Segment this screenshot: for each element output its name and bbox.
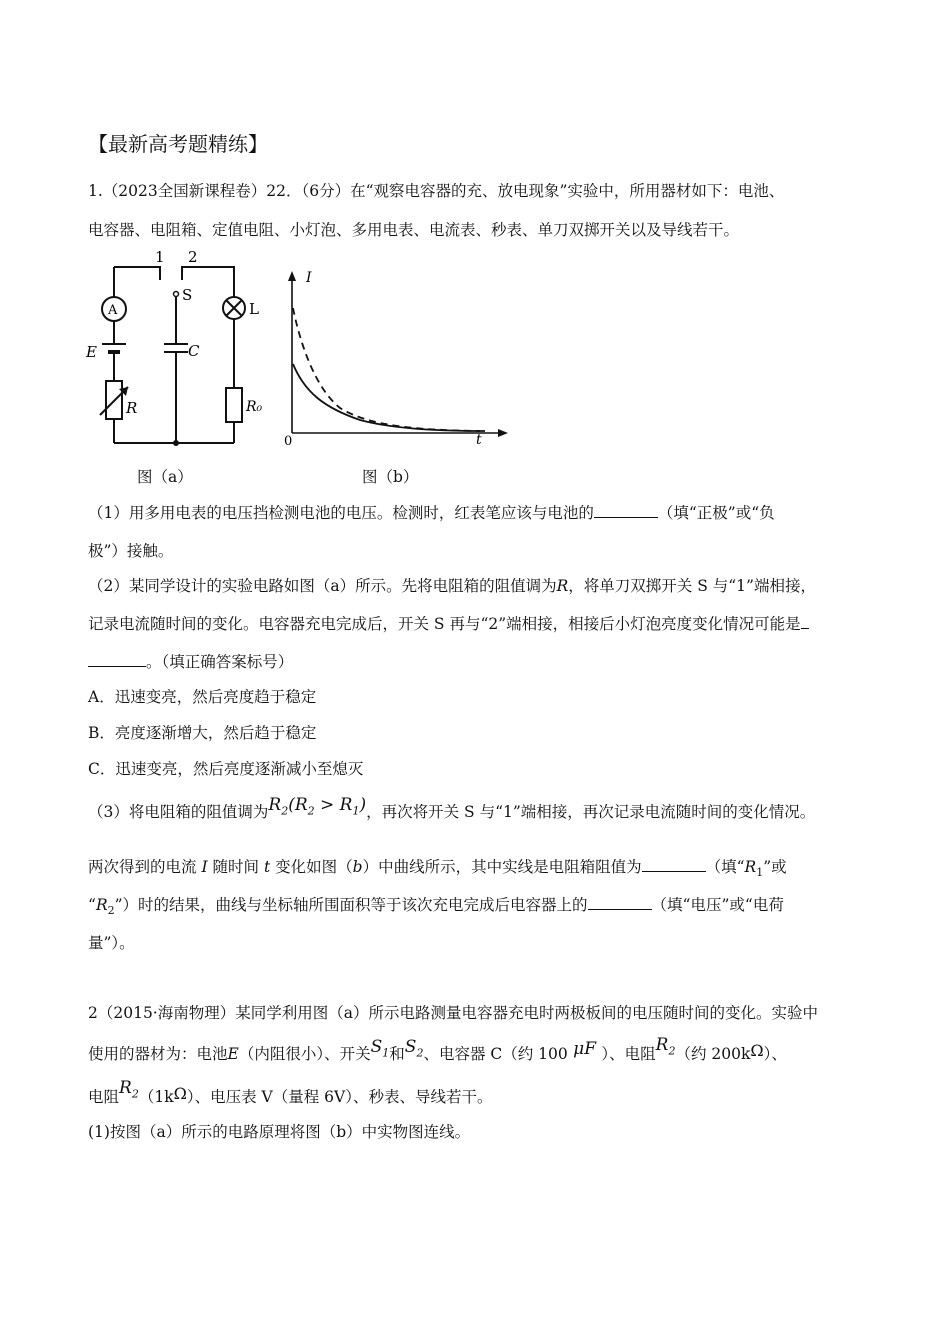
q1-part3-line2: 两次得到的电流 I 随时间 t 变化如图（b）中曲线所示，其中实线是电阻箱阻值为 （填“$R_1$”或 <box>88 858 787 880</box>
q1-part3-line1: （3）将电阻箱的阻值调为$R_2(R_2 > R_1)$，再次将开关 S 与“1”端相接，再次记录电流随时间的变化情况。 <box>88 795 816 821</box>
fig-a-label-2: 2 <box>188 248 198 266</box>
option-a: A．迅速变亮，然后亮度趋于稳定 <box>88 688 317 706</box>
q1-intro-line2: 电容器、电阻箱、定值电阻、小灯泡、多用电表、电流表、秒表、单刀双掷开关以及导线若干。 <box>88 221 740 239</box>
fig-a-label-1: 1 <box>155 248 165 266</box>
answer-blank-3b[interactable] <box>588 895 652 910</box>
q1-part1-line2: 极”）接触。 <box>88 542 174 560</box>
answer-blank-2b[interactable] <box>88 652 146 667</box>
answer-blank-2a[interactable] <box>801 614 809 629</box>
dashed-curve <box>293 308 480 431</box>
solid-curve <box>293 364 485 431</box>
fig-b-origin: 0 <box>284 434 293 448</box>
fig-a-label-rheostat: R <box>126 399 138 417</box>
q1-part3-line4: 量”）。 <box>88 934 135 952</box>
q2-line2: 使用的器材为：电池E（内阻很小）、开关$S_1$和$S_2$、电容器 C（约 100 μF ）、电阻$R_2$（约 200kΩ）、 <box>88 1035 787 1063</box>
option-b: B．亮度逐渐增大，然后趋于稳定 <box>88 724 317 742</box>
q1-part3-line3: “$R_2$”）时的结果，曲线与坐标轴所围面积等于该次充电完成后电容器上的 （填“电压”或“电荷 <box>88 896 784 918</box>
q1-part1-line1: （1）用多用电表的电压挡检测电池的电压。检测时，红表笔应该与电池的 （填“正极”或“负 <box>88 504 775 522</box>
q2-line4: (1)按图（a）所示的电路原理将图（b）中实物图连线。 <box>88 1123 471 1141</box>
q1-part2-line1: （2）某同学设计的实验电路如图（a）所示。先将电阻箱的阻值调为R，将单刀双掷开关 S 与“1”端相接， <box>88 577 816 595</box>
formula-r2-gt-r1: $R_2(R_2 > R_1)$ <box>268 795 367 818</box>
q1-intro-line1: 1.（2023全国新课程卷）22．（6分）在“观察电容器的充、放电现象”实验中，所用器材如下：电池、 <box>88 182 785 200</box>
fig-a-label-r0: R₀ <box>246 399 263 415</box>
q2-line1: 2（2015·海南物理）某同学利用图（a）所示电路测量电容器充电时两极板间的电压随时间的变化。实验中 <box>88 1004 818 1022</box>
fig-b-y-label: I <box>306 270 312 286</box>
page-heading: 【最新高考题精练】 <box>88 132 268 156</box>
fig-b-x-label: t <box>476 432 482 448</box>
fig-a-label-switch: S <box>182 286 193 304</box>
answer-blank-1[interactable] <box>594 503 658 518</box>
figure-b-caption: 图（b） <box>362 468 419 486</box>
q1-part2-line2: 记录电流随时间的变化。电容器充电完成后，开关 S 再与“2”端相接，相接后小灯泡亮度变化情况可能是 <box>88 614 809 634</box>
fig-a-label-battery: E <box>86 343 97 361</box>
fig-a-label-capacitor: C <box>188 342 200 360</box>
fig-a-label-ammeter: A <box>108 303 118 318</box>
fig-a-label-lamp: L <box>249 300 259 318</box>
figure-a-caption: 图（a） <box>137 468 193 486</box>
q2-line3: 电阻$R_2(1k\Omega)$、电压表 V（量程 6V）、秒表、导线若干。 <box>88 1078 493 1106</box>
figure-a-circuit <box>84 245 274 450</box>
option-c: C．迅速变亮，然后亮度逐渐减小至熄灭 <box>88 760 364 778</box>
answer-blank-3a[interactable] <box>642 857 706 872</box>
q1-part2-line3: 。（填正确答案标号） <box>88 652 293 672</box>
figure-b-current-graph <box>280 268 520 448</box>
